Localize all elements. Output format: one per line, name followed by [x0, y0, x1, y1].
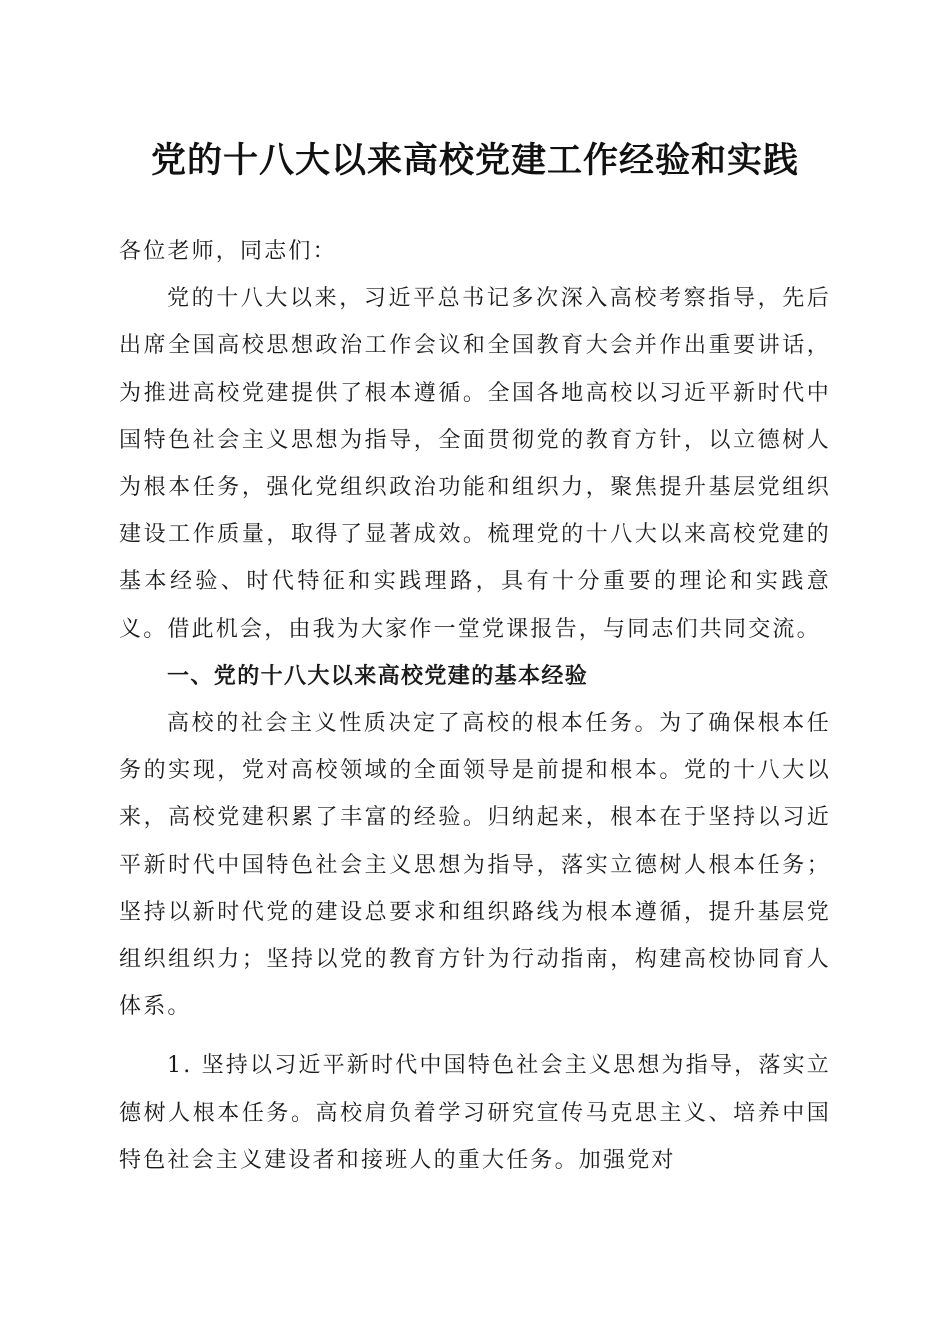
intro-paragraph: 党的十八大以来，习近平总书记多次深入高校考察指导，先后出席全国高校思想政治工作会议和全国教育大会并作出重要讲话，为推进高校党建提供了根本遵循。全国各地高校以习近平新时代中国特色社会主义思想为指导，全面贯彻党的教育方针，以立德树人为根本任务，强化党组织政治功能和组织力，聚焦提升基层党组织建设工作质量，取得了显著成效。梳理党的十八大以来高校党建的基本经验、时代特征和实践理路，具有十分重要的理论和实践意义。借此机会，由我为大家作一堂党课报告，与同志们共同交流。 — [119, 286, 831, 642]
document-body — [119, 228, 831, 1184]
point-1-paragraph: 1. 坚持以习近平新时代中国特色社会主义思想为指导，落实立德树人根本任务。高校肩负着学习研究宣传马克思主义、培养中国特色社会主义建设者和接班人的重大任务。加强党对 — [119, 1053, 831, 1173]
section-heading: 一、党的十八大以来高校党建的基本经验 — [167, 663, 589, 689]
salutation: 各位老师，同志们： — [119, 239, 337, 264]
section-paragraph: 高校的社会主义性质决定了高校的根本任务。为了确保根本任务的实现，党对高校领域的全面领导是前提和根本。党的十八大以来，高校党建积累了丰富的经验。归纳起来，根本在于坚持以习近平新时代中国特色社会主义思想为指导，落实立德树人根本任务；坚持以新时代党的建设总要求和组织路线为根本遵循，提升基层党组织组织力；坚持以党的教育方针为行动指南，构建高校协同育人体系。 — [119, 711, 831, 1020]
document-title: 党的十八大以来高校党建工作经验和实践 — [150, 140, 799, 181]
